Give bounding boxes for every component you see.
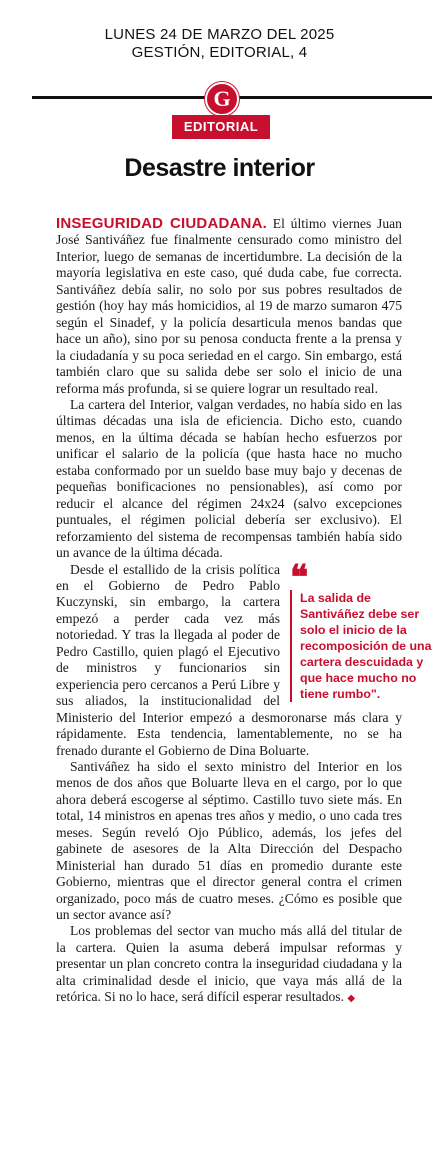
article-body xyxy=(56,215,432,1008)
paragraph-3: Desde el estallido de la crisis política en el Gobierno de Pedro Pablo Kuczynski, sin embargo, la cartera empezó a perder cada vez más notoriedad. Y tras la llegada al poder de Pedro Castillo, quien plagó el Ejecutivo de ministros y funcionarios sin experiencia pero cercanos a Perú Libre y sus aliados, la institucionalidad del Ministerio del Interior empezó a desmoronarse más clara y rápidamente. Esta tendencia, lamentablemente, no se ha frenado durante el Gobierno de Dina Boluarte. xyxy=(56,561,402,758)
paragraph-2: La cartera del Interior, valgan verdades, no había sido en las últimas décadas una isla de eficiencia. Dicho esto, cuando menos, en la última década se habían hecho esfuerzos por unificar el salario de la policía (que hasta hace no mucho estaba conformado por un sueldo base muy bajo y decenas de pequeñas bonificaciones no pensionables), así como por reducir el alcance del régimen 24x24 (salvo excepciones puntuales, el régimen policial debería ser exclusivo). El reforzamiento del sistema de recompensas también había sido un avance de la última década. xyxy=(56,396,402,561)
quote-icon: ❝ xyxy=(290,559,309,597)
dateline xyxy=(0,26,439,62)
pull-quote xyxy=(290,559,438,702)
source-line: GESTIÓN, EDITORIAL, 4 xyxy=(131,44,308,61)
gestion-logo-icon: G xyxy=(205,82,239,116)
section-label: EDITORIAL xyxy=(172,115,270,139)
headline: Desastre interior xyxy=(124,154,315,182)
pull-quote-text: La salida de Santiváñez debe ser solo el inicio de la recomposición de una cartera descuidada y que hace mucho no tiene rumbo". xyxy=(290,590,438,702)
paragraph-1-text: El último viernes Juan José Santiváñez fue finalmente censurado como ministro del Interior, luego de semanas de incertidumbre. La decisión de la mayoría legislativa en este caso, qué duda cabe, fue correcta. Santiváñez debía salir, no solo por sus pobres resultados de gestión (hoy hay más homicidios, al 19 de marzo sumaron 475 según el Sinadef, y la policía desarticula menos bandas que hace un año), sino por su penosa conducta frente a la prensa y la ciudadanía y su poca seriedad en el cargo. Sin embargo, está también claro que su salida debe ser solo el inicio de una reforma más profunda, si se quiere lograr un resultado real. xyxy=(56,216,402,396)
kicker: INSEGURIDAD CIUDADANA. xyxy=(56,215,267,232)
paragraph-5 xyxy=(56,923,402,1007)
paragraph-4: Santiváñez ha sido el sexto ministro del Interior en los menos de dos años que Boluarte lleva en el cargo, por lo que ahora deberá escogerse al séptimo. Castillo tuvo siete más. En total, 14 ministros en apenas tres años y medio, o uno cada tres meses. Según reveló Ojo Público, además, los jefes del gabinete de asesores de la Alta Dirección del Despacho Ministerial han durado 51 días en promedio durante este Gobierno, mientras que el director general contra el crimen organizado, poco más de cuatro meses. ¿Cómo es posible que un sector avance así? xyxy=(56,758,402,923)
paragraph-1 xyxy=(56,216,402,397)
date-line: LUNES 24 DE MARZO DEL 2025 xyxy=(104,26,335,43)
paragraph-5-text: Los problemas del sector van mucho más allá del titular de la cartera. Quien la asuma deberá impulsar reformas y presentar un plan concreto contra la inseguridad ciudadana y la alta criminalidad desde el inicio, que vaya más allá de la retórica. Si no lo hace, será difícil esperar resultados. xyxy=(56,923,402,1005)
end-mark-icon: ◆ xyxy=(347,993,356,1005)
